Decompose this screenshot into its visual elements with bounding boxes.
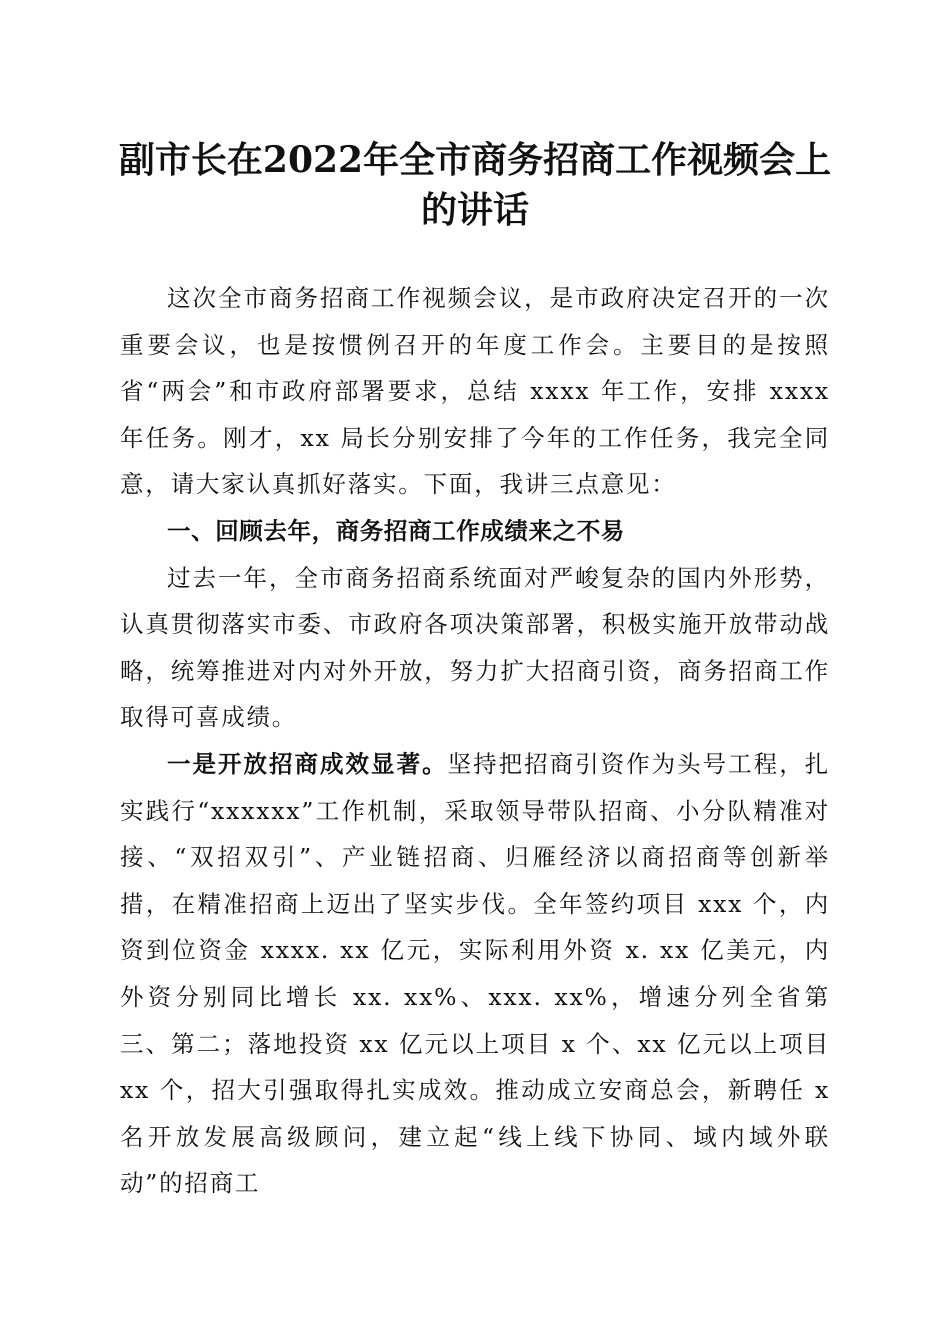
paragraph-review: 过去一年，全市商务招商系统面对严峻复杂的国内外形势，认真贯彻落实市委、市政府各项决策部署，积极实施开放带动战略，统筹推进对内对外开放，努力扩大招商引资，商务招商工作取得可喜成绩。 [120,563,830,732]
paragraph-opening: 这次全市商务招商工作视频会议，是市政府决定召开的一次重要会议，也是按惯例召开的年度工作会。主要目的是按照省“两会”和市政府部署要求，总结 xxxx 年工作，安排 xxxx 年任务。刚才，xx 局长分别安排了今年的工作任务，我完全同意，请大家认真抓好落实。下面，我讲三点意见： [120,284,830,499]
section-heading-1: 一、回顾去年，商务招商工作成绩来之不易 [167,516,625,545]
document-title [110,135,840,235]
document-title-line-1: 副市长在2022年全市商务招商工作视频会上 [118,139,832,181]
paragraph-lead-phrase: 一是开放招商成效显著。 [167,749,448,778]
document-title-line-2: 的讲话 [420,189,529,231]
document-body [120,275,830,1207]
paragraph-investment-body: 坚持把招商引资作为头号工程，扎实践行“xxxxxx”工作机制，采取领导带队招商、小分队精准对接、“双招双引”、产业链招商、归雁经济以商招商等创新举措，在精准招商上迈出了坚实步伐。全年签约项目 xxx 个，内资到位资金 xxxx. xx 亿元，实际利用外资 x. xx 亿美元，内外资分别同比增长 xx. xx%、xxx. xx%，增速分列全省第三、第二；落地投资 xx 亿元以上项目 x 个、xx 亿元以上项目 xx 个，招大引强取得扎实成效。推动成立安商总会，新聘任 x 名开放发展高级顾问，建立起“线上线下协同、域内域外联动”的招商工 [120,749,830,1198]
paragraph-investment-results [120,741,830,1207]
